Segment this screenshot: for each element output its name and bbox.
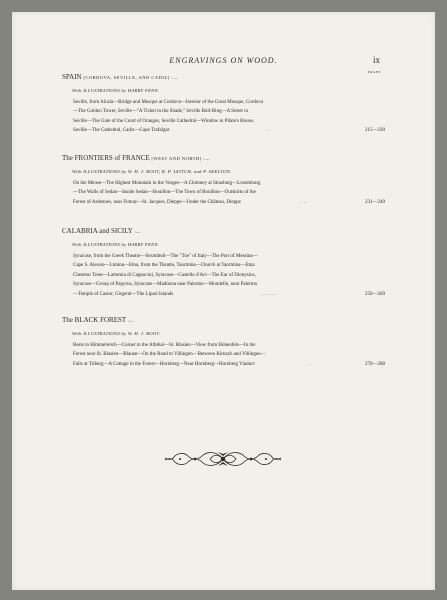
- section-frontiers-of-france: [62, 154, 384, 207]
- list-line: Rests in Himmelreich—Corner in the Albthal—St. Blasien—View from Hohenfels—In the: [73, 343, 256, 348]
- list-line: Syracuse—Group of Papyrus, Syracuse—Madonna near Palermo—Mondello, near Palermo: [73, 282, 258, 288]
- engraving-list: [73, 252, 385, 299]
- section-spain: [62, 73, 384, 136]
- list-line: Chestnut Trees—Lattomia di Cappucini, Syracuse—Castello d'Aci—The Ear of Dionysius,: [73, 272, 256, 278]
- list-last-line: Forest of Ardennes, near Fumay—St. Jacques, Dieppe—Under the Château, Dieppe . . 231—249: [73, 198, 385, 207]
- illustrators-line: With ILLUSTRATIONS by W. H. J. BOOT, R. P. LEITCH, and P. SKELTON.: [72, 169, 232, 174]
- engraving-list: [73, 98, 385, 136]
- leader-dots: . . . . . .: [262, 291, 276, 297]
- leader-dots: . .: [301, 199, 305, 205]
- pages-column-label: PAGES: [367, 70, 381, 74]
- page-range: 270—288: [365, 361, 385, 367]
- list-line: Seville, from Alcala—Bridge and Mosque at Cordova—Interior of the Great Mosque, Cordova: [73, 100, 264, 105]
- document-page: [12, 12, 435, 590]
- section-title: CALABRIA and SICILY :—: [62, 227, 142, 235]
- leader-dots: .: [309, 361, 311, 367]
- list-line: Forest near St. Blasien—Blauen—On the Road to Villingen—Between Kirnach and Villingen—: [73, 352, 266, 358]
- page-range: 231—249: [365, 199, 385, 205]
- section-black-forest: [62, 316, 384, 369]
- illustrators-line: With ILLUSTRATIONS by HARRY FENN.: [72, 242, 160, 247]
- section-title: SPAIN [CORDOVA, SEVILLE, AND CADIZ] :—: [62, 73, 179, 81]
- decorative-ornament-icon: [162, 448, 284, 470]
- engraving-list: [73, 179, 385, 207]
- section-title: The BLACK FOREST :—: [62, 316, 135, 324]
- illustrators-line: With ILLUSTRATIONS by HARRY FENN.: [72, 88, 160, 93]
- list-line: Syracuse, from the Greek Theatre—Stromboli—The "Toe" of Italy—The Port of Messina—: [73, 254, 258, 259]
- list-last-line: Seville—The Cathedral, Cadiz—Cape Trafalgar . 215—230: [73, 126, 385, 135]
- list-line: Cape S. Alessio—Limina—Etna, from the Theatre, Taormina—Church at Taormina—Etna: [73, 263, 255, 269]
- page-range: 250—269: [364, 291, 385, 297]
- list-line: On the Meuse—The Highest Mountain in the Vosges—A Chimney at Strasburg—Luxemburg: [73, 181, 261, 186]
- page-number: ix: [372, 55, 380, 65]
- running-header: ENGRAVINGS ON WOOD.: [169, 56, 278, 65]
- list-last-line: —Temple of Castor, Girgenti—The Lipari Islands . . . . . . 250—269: [73, 290, 385, 299]
- engraving-list: [73, 341, 385, 369]
- section-title: The FRONTIERS of FRANCE [WEST AND NORTH] :—: [62, 154, 210, 162]
- list-line: —The Walls of Sedan—Inside Sedan—Bouillon—The Town of Bouillon—Outskirts of the: [73, 190, 256, 196]
- leader-dots: .: [266, 128, 268, 134]
- illustrators-line: With ILLUSTRATIONS by W. H. J. BOOT.: [72, 331, 161, 336]
- section-calabria-and-sicily: [62, 227, 384, 299]
- list-last-line: Falls at Triberg—A Cottage in the Forest—Hornberg—Near Hornberg—Hornberg Viaduct . 270—288: [73, 360, 385, 369]
- list-line: Seville—The Gate of the Court of Oranges, Seville Cathedral—Window in Pilate's House,: [73, 118, 255, 124]
- list-line: —The Golden Tower, Seville—"A Ticket in the Shade," Seville Bull-Ring—A Street in: [73, 109, 248, 115]
- page-range: 215—230: [365, 128, 385, 134]
